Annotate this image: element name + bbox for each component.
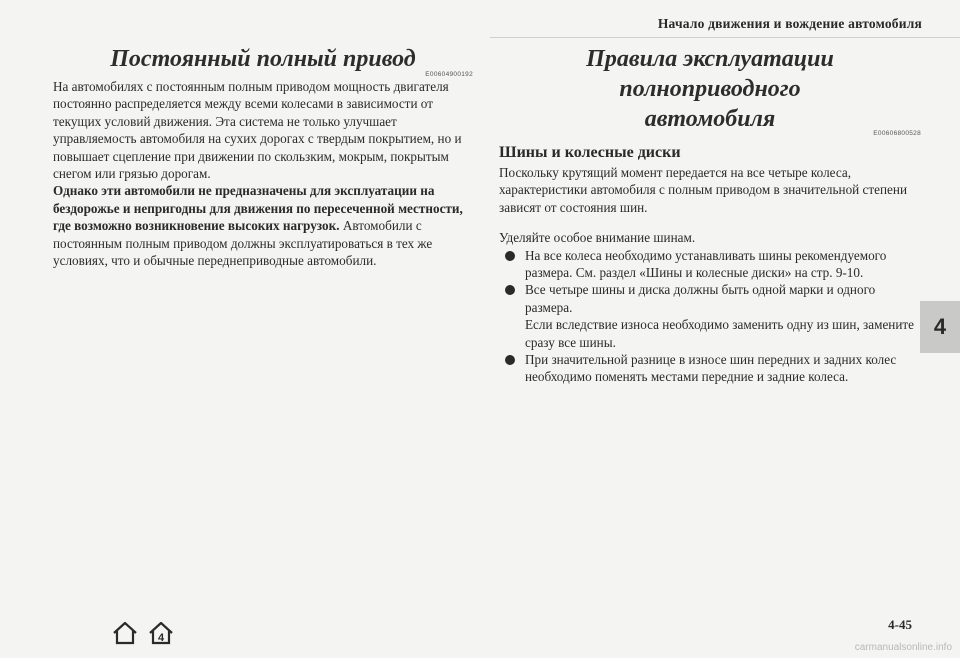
- bullet-text: Все четыре шины и диска должны быть одной марки и одного размера.: [525, 282, 876, 315]
- nav-icons: [111, 620, 175, 646]
- bullet-icon: [505, 251, 515, 261]
- list-item: [499, 281, 921, 351]
- home-icon[interactable]: [111, 620, 139, 646]
- left-section-code: E00604900192: [425, 71, 473, 78]
- home-4wd-icon-label: 4: [157, 632, 165, 644]
- bullet-icon: [505, 355, 515, 365]
- watermark: carmanualsonline.info: [854, 642, 952, 653]
- home-4wd-icon[interactable]: [147, 620, 175, 646]
- right-title-line2: автомобиля: [644, 106, 776, 132]
- running-header: Начало движения и вождение автомобиля: [657, 16, 922, 31]
- right-section-title: [499, 44, 921, 134]
- list-item: [499, 247, 921, 282]
- tires-intro: Уделяйте особое внимание шинам.: [499, 230, 696, 246]
- left-section-title: Постоянный полный привод: [110, 46, 416, 72]
- right-section-code: E00606800528: [873, 130, 921, 137]
- left-body-plain: На автомобилях с постоянным полным приводом мощность двигателя постоянно распределяется между всеми колесами в зависимости от текущих условий движения. Эта система не только улучшает управляемость автомобиля на сухих дорогах с твердым покрытием, но и повышает сцепление при движении по скользким, мокрым, покрытым снегом или грязью дорогам.: [53, 79, 462, 182]
- left-body-bold-warning: Однако эти автомобили не предназначены для эксплуатации на бездорожье и непригодны для движения по пересеченной местности, где возможно возникновение высоких нагрузок.: [53, 183, 463, 234]
- page-number: 4-45: [888, 617, 912, 632]
- left-column: [53, 44, 473, 269]
- chapter-tab[interactable]: 4: [920, 301, 960, 353]
- list-item: [499, 351, 921, 386]
- right-title-line1: Правила эксплуатации полноприводного: [586, 46, 834, 102]
- bullet-text: На все колеса необходимо устанавливать шины рекомендуемого размера. См. раздел «Шины и колесные диски» на стр. 9-10.: [525, 247, 887, 281]
- tires-bullet-list: [499, 247, 921, 386]
- tires-body: Поскольку крутящий момент передается на все четыре колеса, характеристики автомобиля с полным приводом в значительной степени зависят от состояния шин.: [499, 165, 908, 215]
- bullet-text: При значительной разнице в износе шин передних и задних колес необходимо поменять местами передние и задние колеса.: [525, 352, 897, 385]
- bullet-icon: [505, 285, 515, 295]
- bullet-note: Если вследствие износа необходимо заменить одну из шин, замените сразу все шины.: [525, 317, 915, 350]
- right-column: [499, 44, 921, 386]
- left-body-tail: Автомобили с постоянным полным приводом должны эксплуатироваться в тех же условиях, что и обычные переднеприводные автомобили.: [53, 218, 433, 269]
- header-rule: [490, 37, 960, 38]
- tires-heading: Шины и колесные диски: [499, 144, 681, 161]
- left-body-paragraph: [53, 78, 473, 269]
